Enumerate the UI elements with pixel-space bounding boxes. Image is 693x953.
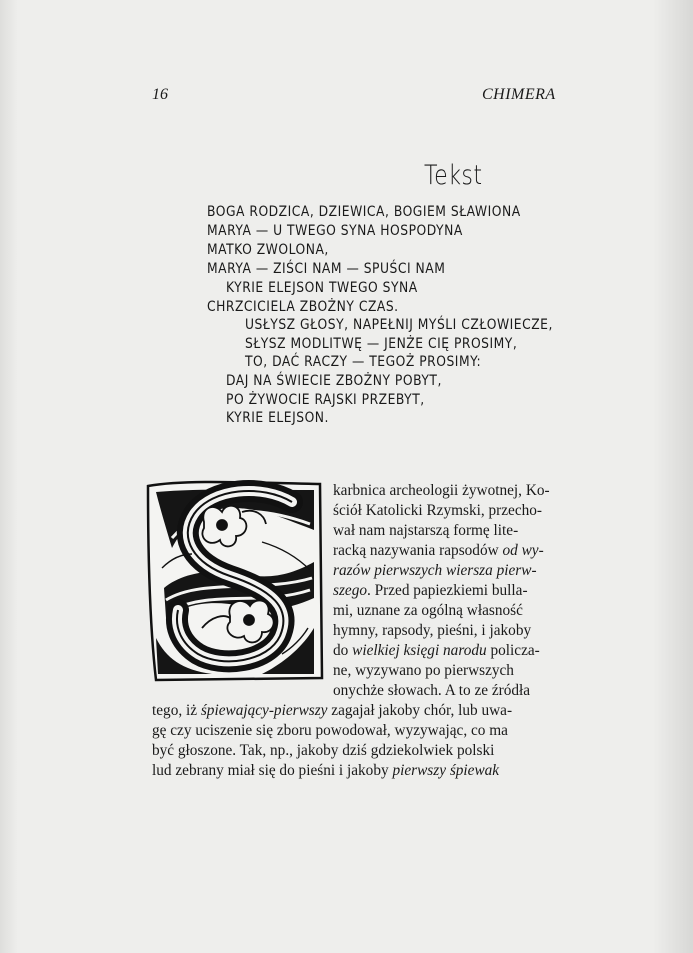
text-run: lud zebrany miał się do pieśni i jakoby <box>152 762 393 779</box>
body-line <box>333 481 569 501</box>
body-line: wał nam najstarszą formę lite- <box>333 522 519 539</box>
italic-run: od wy- <box>502 542 544 559</box>
body-line <box>152 701 512 721</box>
body-line <box>333 561 537 581</box>
page-left-shadow <box>0 0 18 953</box>
body-line <box>333 641 540 661</box>
hymn-line: BOGA RODZICA, DZIEWICA, BOGIEM SŁAWIONA <box>207 204 521 220</box>
italic-run: szego <box>333 582 367 599</box>
body-line: onychże słowach. A to ze źródła <box>333 682 531 699</box>
text-run: zagajał jakoby chór, lub uwa- <box>327 702 513 719</box>
page-number: 16 <box>152 86 168 103</box>
body-line: być głoszone. Tak, np., jakoby dziś gdziekolwiek polski <box>152 742 495 759</box>
hymn-line: DAJ NA ŚWIECIE ZBOŻNY POBYT, <box>226 373 442 389</box>
running-head: CHIMERA <box>482 86 556 103</box>
hymn-line: MARYA — U TWEGO SYNA HOSPODYNA <box>207 223 463 239</box>
hymn-line: PO ŻYWOCIE RAJSKI PRZEBYT, <box>226 392 425 408</box>
hymn-line: MATKO ZWOLONA, <box>207 242 329 258</box>
hymn-line: KYRIE ELEJSON TWEGO SYNA <box>226 280 418 296</box>
text-run: do <box>333 642 353 659</box>
body-line <box>333 541 544 561</box>
body-line <box>152 761 499 781</box>
text-run: policza- <box>486 642 540 659</box>
text-run: tego, iż <box>152 702 201 719</box>
drop-cap-s-ornament <box>142 478 327 686</box>
text-run: . Przed papiezkiemi bulla- <box>367 582 528 599</box>
italic-run: śpiewający-pierwszy <box>200 702 328 719</box>
italic-run: pierwszy śpiewak <box>392 762 500 779</box>
hymn-line: MARYA — ZIŚCI NAM — SPUŚCI NAM <box>207 261 446 277</box>
body-line: ściół Katolicki Rzymski, przecho- <box>333 502 543 519</box>
hymn-line: KYRIE ELEJSON. <box>226 410 329 426</box>
italic-run: wielkiej księgi narodu <box>352 642 487 659</box>
italic-run: razów pierwszych wiersza pierw- <box>333 562 537 579</box>
text-run: racką nazywania rapsodów <box>333 542 503 559</box>
body-line: gę czy uciszenie się zboru powodował, wyzywając, co ma <box>152 722 508 739</box>
hymn-line: USŁYSZ GŁOSY, NAPEŁNIJ MYŚLI CZŁOWIECZE, <box>245 317 553 333</box>
body-line <box>333 581 528 601</box>
section-title: Tekst <box>424 160 483 191</box>
hymn-line: SŁYSZ MODLITWĘ — JENŻE CIĘ PROSIMY, <box>245 336 518 352</box>
hymn-line: TO, DAĆ RACZY — TEGOŻ PROSIMY: <box>245 354 482 370</box>
text-run: karbnica archeologii żywotnej, Ko- <box>333 482 550 499</box>
body-line: hymny, rapsody, pieśni, i jakoby <box>333 622 532 639</box>
page-right-shadow <box>653 0 693 953</box>
hymn-line: CHRZCICIELA ZBOŻNY CZAS. <box>207 299 399 315</box>
body-line: ne, wyzywano po pierwszych <box>333 662 514 679</box>
body-line: mi, uznane za ogólną własność <box>333 602 523 619</box>
